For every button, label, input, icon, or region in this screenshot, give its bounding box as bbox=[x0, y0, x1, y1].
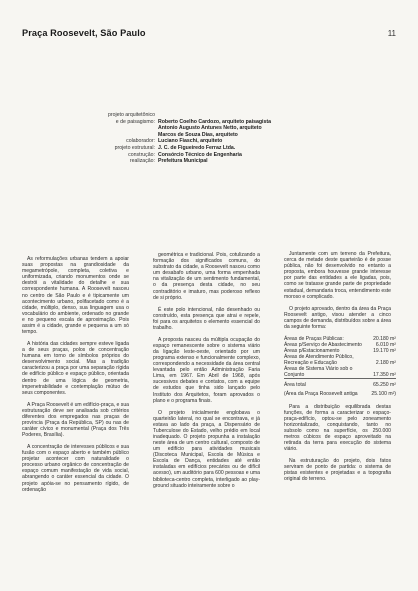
area-value: 2.180 m² bbox=[375, 360, 396, 367]
area-label: Áreas de Praças Públicas: bbox=[284, 335, 344, 342]
credit-label bbox=[0, 132, 158, 139]
area-value: 19.170 m² bbox=[373, 347, 396, 354]
area-label: Áreas p/Serviço de Abastecimento bbox=[284, 341, 362, 348]
credit-value: Prefeitura Municipal bbox=[158, 158, 208, 165]
area-total-row bbox=[284, 382, 396, 388]
paragraph: A história das cidades sempre esteve ligada a de seus praças, polos de concentração humana em torno de símbolos próprios do desenvolvimento social. Mas a tradição caracterizou a praça por uma separação rígida de edifício público e espaço público, orientada dentro de uma lógica de geometria, impenetrabilidade e contemplação mútuo de seus componentes. bbox=[22, 341, 129, 396]
credit-value bbox=[158, 112, 400, 119]
credit-label: projeto estrutural: bbox=[114, 144, 155, 151]
credit-value: Antonio Augusto Antunes Netto, arquiteto bbox=[158, 125, 262, 132]
credit-label: colaborador: bbox=[126, 138, 155, 145]
credit-row bbox=[0, 119, 400, 126]
credit-value: Consórcio Técnico de Engenharia bbox=[158, 151, 242, 158]
paragraph: A concentração de interesses públicos e sua fusão com o espaço aberto e também público projetar acontecer com naturalidade o processo urbano orgânico de concentração de espaço comum manifestação de vida social, abrangendo o caráter essencial da cidade. O projeto apóia-se no pensamento rígido, de ordenação bbox=[22, 444, 129, 493]
paragraph: geométrica e tradicional. Pois, cotulizando a formação dos significados comuns, do substrato da cidade, a Roosevelt nasceu como um desabafo urbano, uma forma empenhada na vitalização de um sentimento fundamental, o da presença desta cidade, no seu contraditório e imaturo, mas poderoso reflexo de si próprio. bbox=[153, 252, 260, 301]
area-row bbox=[284, 354, 396, 366]
paragraph: Para a distribuição equilibrada destas funções, de forma a caracterizar o espaço-praça-edifício, optou-se pelo zoneamento horizontalizado, conquistando, tanto no subsolo como na superfície, os 250.000 metros cúbicos de espaço aproveitado na retirada da terra para execução do sistema viário. bbox=[284, 403, 391, 453]
page-number: 11 bbox=[387, 29, 396, 38]
paragraph: As reformulações urbanas tendem a apoiar suas propostas na grandiosidade da megametrópole, completa, coletiva e uniformizada, criando monumentos onde se destrói a vitalidade do detalhe e sua correspondente humana. A Roosevelt nasceu no centro de São Paulo e é tipicamente um acontecimento urbano, polifacetado como é a cidade, múltiplo, denso, sua linguagem usa o vocabulário do ambiente, ordenado no grande e no pequeno escala de aproximação. Pois assim é a cidade, grande e pequena a um só tempo. bbox=[22, 256, 129, 336]
credit-value: Luciano Fiaschi, arquiteto bbox=[158, 138, 223, 145]
area-value: 6.010 m² bbox=[375, 341, 396, 348]
credit-row bbox=[0, 132, 400, 139]
credit-row bbox=[0, 152, 400, 159]
page-title: Praça Roosevelt, São Paulo bbox=[22, 28, 146, 38]
credit-row bbox=[0, 125, 400, 132]
area-label: (Área da Praça Roosevelt antiga bbox=[284, 391, 358, 398]
text-column-1 bbox=[22, 256, 129, 499]
paragraph: O projeto inicialmente englobava o quarteirão lateral, no qual se encontrava, e já estava ao lado da praça, a Dispensário de Tuberculose do Estado, velho prédio em local inadequado. O projeto propunha a instalação neste área de um centro cultural, composto de um edifício para atividades musicais (Discoteca Municipal, Escola de Música e Escola de Dança, entidades até então instaladas em edifícios precários ou de difícil acesso), um auditório para 600 pessoas e uma biblioteca-centro completa, interligado ao play-ground situado inteiramente sobre o bbox=[153, 409, 260, 489]
paragraph: Juntamente com um terreno da Prefeitura, cerca de metade deste quarteirão é de posse pública, não foi desenvolvido no entanto a proposta, embora houvesse grande interesse por parte das entidades a ele ligadas, pois, como se tratasse grande parte de propriedade estadual, demandaria troca, entendimento este moroso e complicado. bbox=[284, 251, 391, 300]
area-label: Áreas p/Estacionamento bbox=[284, 347, 340, 354]
credit-label: projeto arquitetônico bbox=[107, 112, 155, 118]
area-value: 17.350 m² bbox=[373, 372, 396, 379]
paragraph: A proposta nasceu da múltipla ocupação do espaço remanescente sobre o sistema viário da ligação leste-oeste, orientado por um programa extenso e funcionalmente complexo, correspondendo a necessidade da área central levantada pelo então Administração Faria Lima, em 1967. Em Abril de 1968, após sucessivos debates e contatos, com a equipe de estudos que tinha sido lançado pelo Instituto dos Arquitetos, foram aprovados o plano e o programa finais. bbox=[153, 336, 260, 404]
paragraph: A Praça Roosevelt é um edifício-praça, e sua estruturação deve ser analisada sob critérios diferentes dos empregados nas praças de província (Praça da República, SP) ou nas de caráter cívico e monumental (Praça dos Três Poderes, Brasília). bbox=[22, 401, 129, 439]
credit-label: e de paisagismo: bbox=[115, 118, 155, 125]
credit-label: construção: bbox=[128, 151, 155, 158]
credit-label: realização: bbox=[129, 158, 155, 165]
area-row bbox=[284, 366, 396, 379]
text-column-3 bbox=[284, 251, 396, 488]
credit-row bbox=[0, 145, 400, 152]
area-label: Áreas de Atendimento Público, Recreação e Educação bbox=[284, 354, 354, 367]
credit-row bbox=[0, 138, 400, 145]
area-value: 20.180 m² bbox=[373, 335, 396, 342]
paragraph: É este polo intencional, não desenhado ou construído, esta presença que atrai e repele, foi para os arquitetos o elemento essencial do trabalho. bbox=[153, 306, 260, 331]
credit-label bbox=[0, 125, 158, 132]
credit-value: Marcos de Souza Dias, arquiteto bbox=[158, 131, 238, 138]
project-credits bbox=[0, 112, 400, 165]
text-column-2 bbox=[153, 252, 260, 495]
area-value: 65.250 m² bbox=[373, 382, 396, 389]
area-label: Áreas de Sistema Viário sob o Conjunto bbox=[284, 366, 353, 379]
area-label: Área total bbox=[284, 382, 306, 389]
credit-row bbox=[0, 158, 400, 165]
credit-value: J. C. de Figueiredo Ferraz Ltda. bbox=[158, 144, 236, 151]
area-value: 25.100 m²) bbox=[371, 391, 396, 398]
area-row bbox=[284, 391, 396, 397]
paragraph: Na estruturação do projeto, dois fatos serviram de ponto de partida: o sistema de pistas existentes e projetadas e a topografia original do terreno. bbox=[284, 458, 391, 483]
credit-row bbox=[0, 112, 400, 119]
area-table bbox=[284, 336, 396, 398]
paragraph: O projeto aprovado, dentro da área da Praça Roosevelt antigo, visou atender a cinco campos de demanda, distribuídos sobre a área da seguinte forma: bbox=[284, 305, 391, 330]
credit-value: Roberto Coelho Cardozo, arquiteto paisagista bbox=[158, 118, 271, 125]
